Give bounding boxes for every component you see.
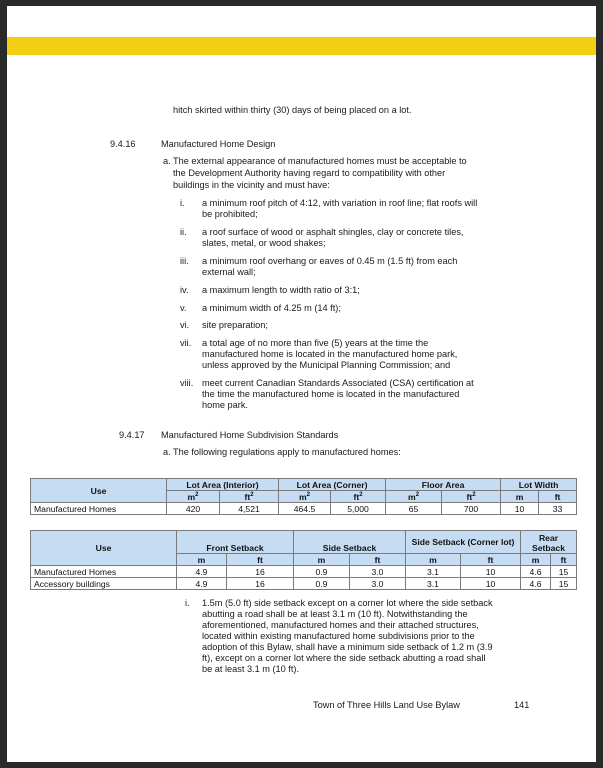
- row-use: Manufactured Homes: [31, 566, 177, 578]
- table-header-group: Lot Area (Corner): [279, 479, 386, 491]
- list-item-line: be prohibited;: [202, 209, 258, 219]
- footnote-line: abutting a road shall be at least 3.1 m (10 ft). Notwithstanding the: [202, 609, 468, 619]
- table-header-group: Floor Area: [386, 479, 501, 491]
- footnote-line: located within existing manufactured home subdivisions prior to the: [202, 631, 475, 641]
- table-row: [31, 566, 577, 578]
- list-number: ii.: [180, 227, 187, 237]
- footer-title: Town of Three Hills Land Use Bylaw: [313, 700, 460, 710]
- list-item-line: unless approved by the Municipal Planning Commission; and: [202, 360, 451, 370]
- table-header-group: Lot Area (Interior): [167, 479, 279, 491]
- list-item-line: meet current Canadian Standards Associated (CSA) certification at: [202, 378, 474, 388]
- table-header-group: Side Setback (Corner lot): [406, 531, 521, 554]
- table-cell: 700: [442, 503, 501, 515]
- list-item-line: slates, metal, or wood shakes;: [202, 238, 326, 248]
- table-cell: 10: [461, 578, 521, 590]
- table-cell: 10: [461, 566, 521, 578]
- list-item-line: external wall;: [202, 267, 256, 277]
- unit-cell: ft: [461, 554, 521, 566]
- table-cell: 3.0: [350, 578, 406, 590]
- lot-area-table: [30, 478, 577, 515]
- intro-line: hitch skirted within thirty (30) days of being placed on a lot.: [173, 105, 412, 115]
- table-cell: 3.1: [406, 566, 461, 578]
- table-row: [31, 578, 577, 590]
- unit-cell: $ft^2$: [442, 491, 501, 503]
- table-cell: 4.6: [521, 566, 551, 578]
- list-item-line: a total age of no more than five (5) years at the time the: [202, 338, 429, 348]
- unit-cell: ft: [551, 554, 577, 566]
- unit-cell: m: [406, 554, 461, 566]
- unit-cell: m: [521, 554, 551, 566]
- list-number: i.: [180, 198, 185, 208]
- list-item-line: a minimum width of 4.25 m (14 ft);: [202, 303, 341, 313]
- unit-cell: m: [294, 554, 350, 566]
- row-use: Accessory buildings: [31, 578, 177, 590]
- unit-cell: m: [501, 491, 539, 503]
- table-cell: 10: [501, 503, 539, 515]
- unit-cell: $m^2$: [167, 491, 220, 503]
- table-cell: 4.6: [521, 578, 551, 590]
- para-label: a.: [163, 447, 171, 457]
- header-band: [7, 37, 596, 55]
- table-cell: 3.1: [406, 578, 461, 590]
- table-header-use: Use: [31, 531, 177, 566]
- setback-table: [30, 530, 577, 590]
- table-cell: 5,000: [331, 503, 386, 515]
- table-cell: 464.5: [279, 503, 331, 515]
- unit-cell: $ft^2$: [331, 491, 386, 503]
- list-number: vi.: [180, 320, 190, 330]
- section-title: Manufactured Home Subdivision Standards: [161, 430, 339, 440]
- table-cell: 15: [551, 578, 577, 590]
- list-item-line: a roof surface of wood or asphalt shingles, clay or concrete tiles,: [202, 227, 464, 237]
- unit-cell: $ft^2$: [220, 491, 279, 503]
- table-cell: 65: [386, 503, 442, 515]
- table-cell: 3.0: [350, 566, 406, 578]
- unit-cell: $m^2$: [279, 491, 331, 503]
- list-number: iii.: [180, 256, 189, 266]
- unit-cell: m: [177, 554, 227, 566]
- para-label: a.: [163, 156, 171, 166]
- unit-cell: ft: [350, 554, 406, 566]
- footnote-line: 1.5m (5.0 ft) side setback except on a corner lot where the side setback: [202, 598, 493, 608]
- section-number: 9.4.16: [110, 139, 136, 149]
- list-item-line: a minimum roof pitch of 4:12, with variation in roof line; flat roofs will: [202, 198, 478, 208]
- section-title: Manufactured Home Design: [161, 139, 276, 149]
- footnote-line: aforementioned, manufactured homes and their attached structures,: [202, 620, 479, 630]
- table-header-group: Front Setback: [177, 531, 294, 554]
- footnote-line: ft), except on a corner lot where the side setback abutting a road shall: [202, 653, 486, 663]
- list-number: iv.: [180, 285, 189, 295]
- list-number: viii.: [180, 378, 194, 388]
- table-cell: 15: [551, 566, 577, 578]
- table-header-group: Lot Width: [501, 479, 577, 491]
- table-header-use: Use: [31, 479, 167, 503]
- row-use: Manufactured Homes: [31, 503, 167, 515]
- table-cell: 16: [227, 578, 294, 590]
- table-cell: 16: [227, 566, 294, 578]
- table-cell: 4.9: [177, 566, 227, 578]
- unit-cell: ft: [539, 491, 577, 503]
- table-header-group: Rear Setback: [521, 531, 577, 554]
- list-item-line: a maximum length to width ratio of 3:1;: [202, 285, 360, 295]
- page-number: 141: [514, 700, 530, 710]
- list-item-line: a minimum roof overhang or eaves of 0.45 m (1.5 ft) from each: [202, 256, 458, 266]
- footnote-line: be at least 3.1 m (10 ft).: [202, 664, 300, 674]
- table-cell: 420: [167, 503, 220, 515]
- table-row: [31, 503, 577, 515]
- para-line: The following regulations apply to manufactured homes:: [173, 447, 401, 457]
- document-page: [7, 6, 596, 762]
- unit-cell: $m^2$: [386, 491, 442, 503]
- list-item-line: the time the manufactured home is located in the manufactured: [202, 389, 460, 399]
- list-item-line: home park.: [202, 400, 248, 410]
- table-cell: 4.9: [177, 578, 227, 590]
- table-cell: 0.9: [294, 566, 350, 578]
- footnote-line: adoption of this Bylaw, shall have a minimum side setback of 1.2 m (3.9: [202, 642, 493, 652]
- para-line: buildings in the vicinity and must have:: [173, 180, 330, 190]
- unit-cell: ft: [227, 554, 294, 566]
- table-cell: 4,521: [220, 503, 279, 515]
- list-number: v.: [180, 303, 187, 313]
- list-number: vii.: [180, 338, 192, 348]
- table-header-group: Side Setback: [294, 531, 406, 554]
- para-line: The external appearance of manufactured homes must be acceptable to: [173, 156, 467, 166]
- table-cell: 0.9: [294, 578, 350, 590]
- section-number: 9.4.17: [119, 430, 145, 440]
- list-item-line: site preparation;: [202, 320, 268, 330]
- list-item-line: manufactured home is located in the manufactured home park,: [202, 349, 458, 359]
- footnote-number: i.: [185, 598, 190, 608]
- table-cell: 33: [539, 503, 577, 515]
- para-line: the Development Authority having regard to compatibility with other: [173, 168, 446, 178]
